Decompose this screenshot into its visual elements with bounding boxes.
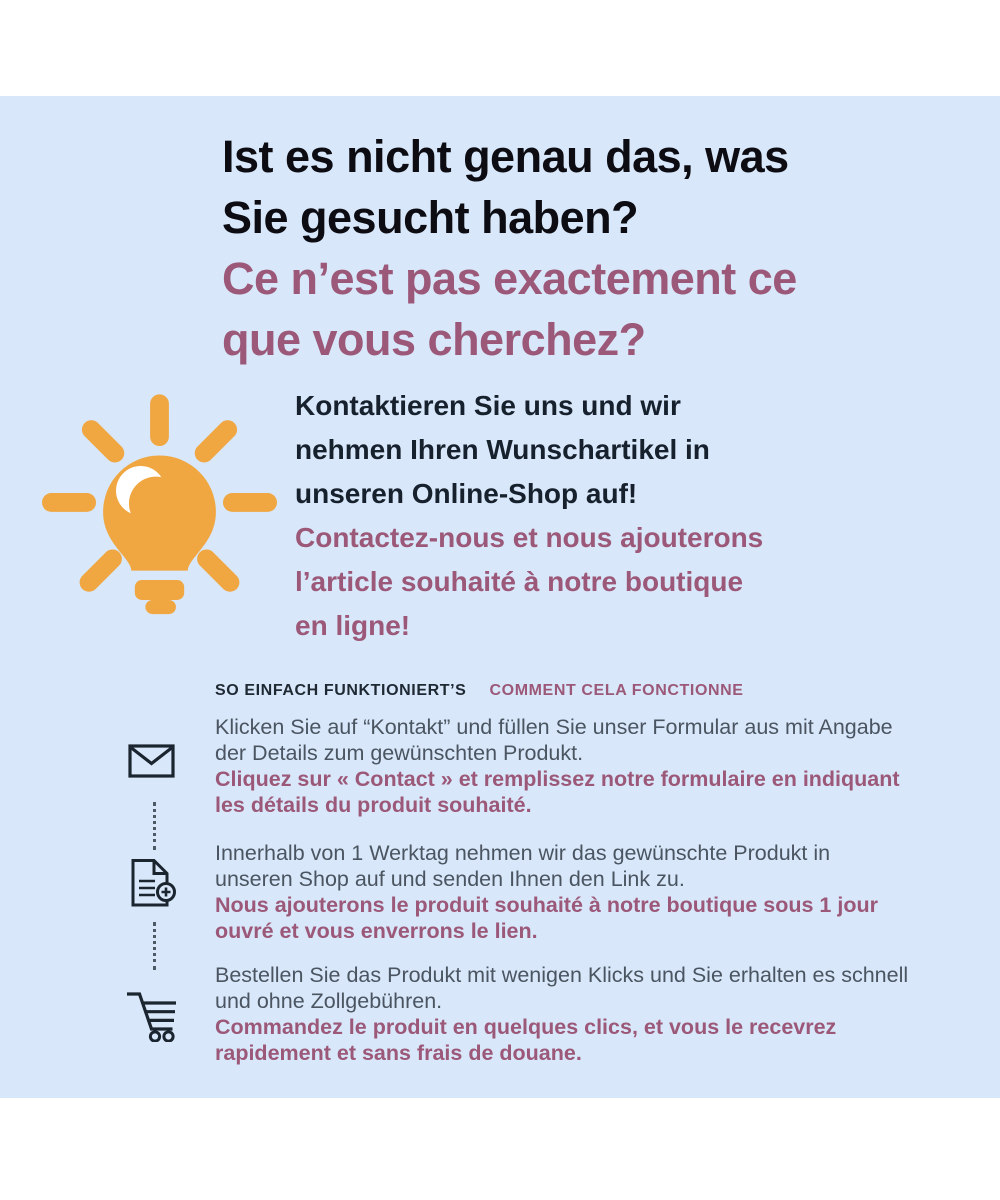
step-2-de-line2: unseren Shop auf und senden Ihnen den Link zu. xyxy=(215,867,685,891)
lightbulb-icon xyxy=(42,392,277,627)
intro-de-line2: nehmen Ihren Wunschartikel in xyxy=(295,434,710,465)
intro-fr-line3: en ligne! xyxy=(295,610,411,641)
step-connector-2 xyxy=(153,922,156,970)
page-title-de-line1: Ist es nicht genau das, was xyxy=(222,131,789,182)
step-3-de-line2: und ohne Zollgebühren. xyxy=(215,989,443,1013)
how-it-works-fr: COMMENT CELA FONCTIONNE xyxy=(489,682,744,699)
step-1-de-line2: der Details zum gewünschten Produkt. xyxy=(215,741,584,765)
step-3-de-line1: Bestellen Sie das Produkt mit wenigen Klicks und Sie erhalten es schnell xyxy=(215,963,909,987)
page-title-de-line2: Sie gesucht haben? xyxy=(222,192,639,243)
step-3-fr-line2: rapidement et sans frais de douane. xyxy=(215,1041,582,1065)
intro-text xyxy=(295,384,763,648)
step-2-fr-line2: ouvré et vous enverrons le lien. xyxy=(215,919,538,943)
step-3-fr-line1: Commandez le produit en quelques clics, et vous le recevrez xyxy=(215,1015,837,1039)
intro-de-line3: unseren Online-Shop auf! xyxy=(295,478,638,509)
step-connector-1 xyxy=(153,802,156,850)
document-add-icon xyxy=(126,858,176,908)
step-1-fr-line2: les détails du produit souhaité. xyxy=(215,793,532,817)
cart-icon xyxy=(122,988,180,1042)
step-2-text xyxy=(215,840,878,944)
page-title-fr-line2: que vous cherchez? xyxy=(222,314,646,365)
intro-de-line1: Kontaktieren Sie uns und wir xyxy=(295,390,681,421)
intro-fr-line2: l’article souhaité à notre boutique xyxy=(295,566,744,597)
step-3-text xyxy=(215,962,908,1066)
envelope-icon xyxy=(128,744,175,778)
how-it-works-heading xyxy=(215,682,744,700)
step-2-de-line1: Innerhalb von 1 Werktag nehmen wir das gewünschte Produkt in xyxy=(215,841,831,865)
step-1-text xyxy=(215,714,900,818)
page-title-fr-line1: Ce n’est pas exactement ce xyxy=(222,253,797,304)
how-it-works-de: SO EINFACH FUNKTIONIERT’S xyxy=(215,682,467,699)
step-2-fr-line1: Nous ajouterons le produit souhaité à notre boutique sous 1 jour xyxy=(215,893,878,917)
intro-fr-line1: Contactez-nous et nous ajouterons xyxy=(295,522,764,553)
step-1-fr-line1: Cliquez sur « Contact » et remplissez notre formulaire en indiquant xyxy=(215,767,900,791)
step-1-de-line1: Klicken Sie auf “Kontakt” und füllen Sie unser Formular aus mit Angabe xyxy=(215,715,893,739)
page-title xyxy=(222,126,797,370)
info-panel xyxy=(0,96,1000,1098)
